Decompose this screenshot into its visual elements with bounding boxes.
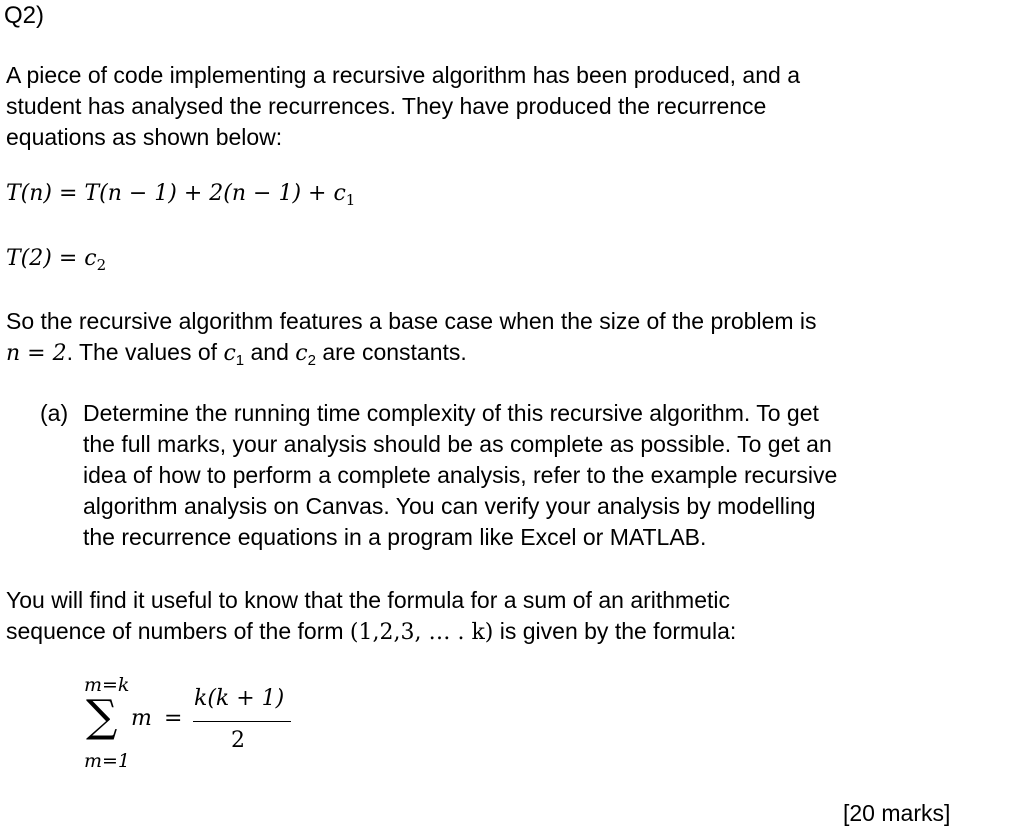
part-a-text xyxy=(83,398,837,553)
sum-upper-limit: m=k xyxy=(84,674,130,696)
base-case-line xyxy=(6,337,817,369)
part-a-line: algorithm analysis on Canvas. You can verify your analysis by modelling xyxy=(83,493,816,519)
inline-subscript: 2 xyxy=(307,352,316,369)
equation-lhs: T(2) xyxy=(6,246,52,271)
base-case-text: are constants. xyxy=(315,339,467,365)
base-case-paragraph xyxy=(6,306,817,369)
base-case-text: and xyxy=(244,339,296,365)
part-a-line: Determine the running time complexity of this recursive algorithm. To get xyxy=(83,400,819,426)
recurrence-equation xyxy=(6,181,356,209)
sigma-symbol: ∑ xyxy=(86,691,118,742)
marks-label: [20 marks] xyxy=(843,800,951,826)
sum-hint-line xyxy=(6,616,736,648)
sum-lower-limit: m=1 xyxy=(84,750,131,772)
sum-hint-text: sequence of numbers of the form xyxy=(6,618,350,644)
equation-subscript: 1 xyxy=(345,191,356,209)
inline-math: (1,2,3, … . k) xyxy=(349,620,494,645)
fraction-bar xyxy=(193,721,291,722)
intro-line: A piece of code implementing a recursive algorithm has been produced, and a xyxy=(6,62,800,88)
equation-lhs: T(n) xyxy=(6,181,53,206)
sum-hint-text: is given by the formula: xyxy=(493,618,737,644)
base-case-line: So the recursive algorithm features a base case when the size of the problem is xyxy=(6,308,817,334)
inline-math: c xyxy=(223,341,236,366)
intro-line: equations as shown below: xyxy=(6,124,283,150)
sum-hint-paragraph xyxy=(6,585,736,648)
inline-math: c xyxy=(295,341,308,366)
equation-rhs: = c xyxy=(58,246,97,271)
equation-subscript: 2 xyxy=(96,256,107,274)
question-heading: Q2) xyxy=(4,2,45,29)
part-a-line: the full marks, your analysis should be as complete as possible. To get an xyxy=(83,431,832,457)
inline-subscript: 1 xyxy=(235,352,245,369)
inline-math: n = 2 xyxy=(6,341,67,366)
fraction-denominator: 2 xyxy=(231,728,245,753)
sum-hint-line: You will find it useful to know that the formula for a sum of an arithmetic xyxy=(6,587,731,613)
base-case-text: . The values of xyxy=(66,339,224,365)
intro-line: student has analysed the recurrences. They have produced the recurrence xyxy=(6,93,767,119)
part-a-label: (a) xyxy=(40,400,69,426)
part-a-line: idea of how to perform a complete analysis, refer to the example recursive xyxy=(83,462,838,488)
part-a-line: the recurrence equations in a program like Excel or MATLAB. xyxy=(83,524,707,550)
intro-paragraph xyxy=(6,60,800,153)
base-case-equation xyxy=(6,246,107,274)
equals-sign: = xyxy=(164,706,183,731)
sum-term: m xyxy=(131,706,152,731)
fraction-numerator: k(k + 1) xyxy=(194,686,285,711)
equation-rhs: = T(n − 1) + 2(n − 1) + c xyxy=(59,181,346,206)
